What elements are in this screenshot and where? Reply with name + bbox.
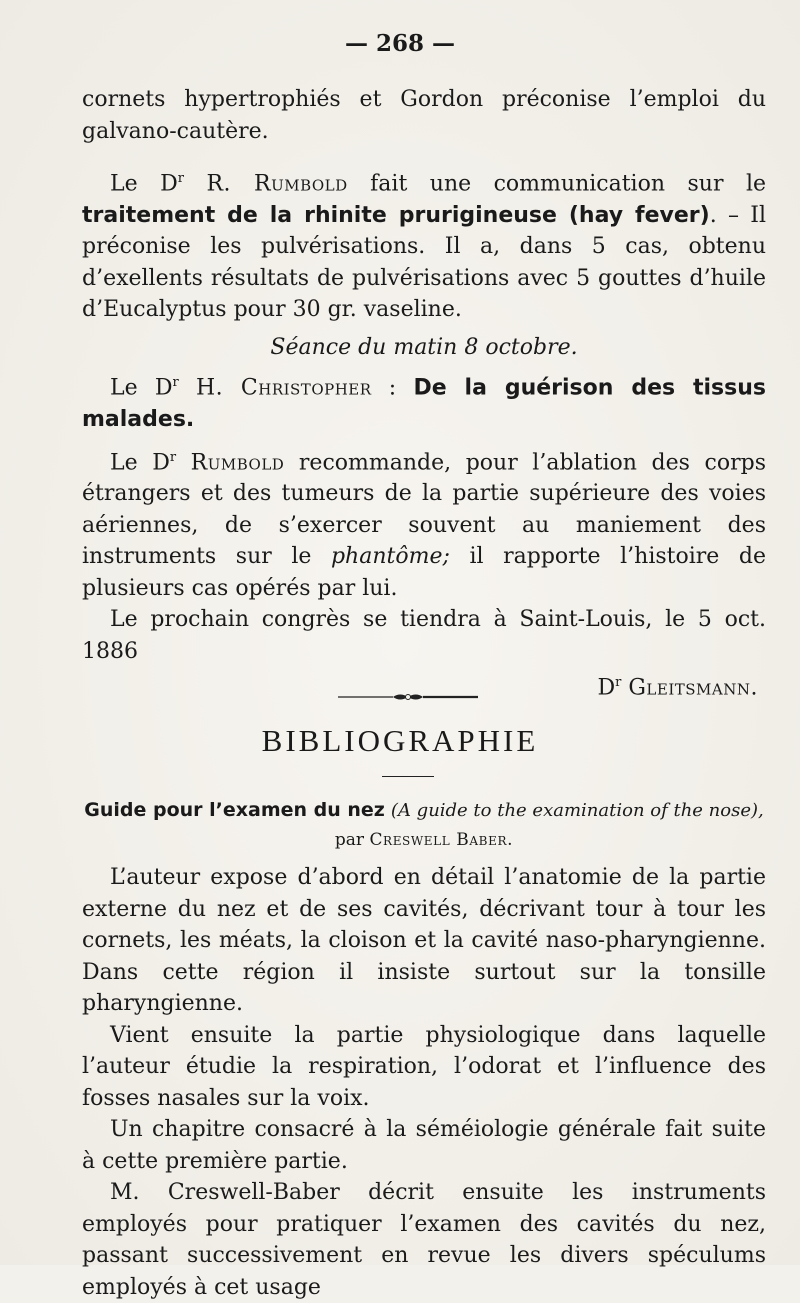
book-author: Creswell Baber. <box>369 830 514 850</box>
signature: $D^r$ Gleitsmann. <box>597 675 758 701</box>
upper-text-block <box>82 84 766 704</box>
paragraph-christopher: Le $D^r$ H. Christopher : De la guérison des tissus malades. <box>82 375 767 433</box>
paragraph-next-congress: Le prochain congrès se tiendra à Saint-Louis, le 5 oct. 1886 <box>82 607 766 664</box>
bold-topic: De la guérison des tissus malades. <box>82 375 767 433</box>
review-paragraph-physiology: Vient ensuite la partie physiologique dans laquelle l’auteur étudie la respiration, l’odorat et l’influence des fosses nasales sur la voix. <box>82 1022 766 1111</box>
ornament-divider-icon <box>338 690 478 704</box>
review-paragraph-instruments: M. Creswell-Baber décrit ensuite les instruments employés pour pratiquer l’examen des cavités du nez, passant successivement en revue les divers spéculums employés à cet usage <box>82 1180 766 1300</box>
bibliography-heading: BIBLIOGRAPHIE <box>261 723 539 758</box>
bold-topic: traitement de la rhinite prurigineuse (hay fever) <box>82 202 710 228</box>
page-number: — 268 — <box>344 30 456 57</box>
book-subtitle: (A guide to the examination of the nose), <box>390 800 764 821</box>
session-heading: Séance du matin 8 octobre. <box>270 334 578 360</box>
review-paragraph-anatomy: L’auteur expose d’abord en détail l’anatomie de la partie externe du nez et de ses cavités, décrivant tour à tour les cornets, les méats, la cloison et la cavité naso-pharyngienne. Dans cette région il insiste surtout sur la tonsille pharyngienne. <box>82 865 766 1016</box>
book-reference: Guide pour l’examen du nez (A guide to the examination of the nose), par Creswell Baber. <box>84 799 764 850</box>
book-title: Guide pour l’examen du nez <box>84 799 385 821</box>
review-paragraph-semeiology: Un chapitre consacré à la séméiologie générale fait suite à cette première partie. <box>82 1117 766 1174</box>
review-text-block <box>82 862 766 1303</box>
heading-rule <box>382 776 434 777</box>
paragraph-cornets: cornets hypertrophiés et Gordon préconise l’emploi du galvano-cautère. <box>82 87 766 144</box>
paragraph-rumbold-hay-fever: Le $D^r$ R. Rumbold fait une communication sur le traitement de la rhinite prurigineuse (hay fever). – Il préconise les pulvérisations. Il a, dans 5 cas, obtenu d’exellents résultats de pulvérisations avec 5 gouttes d’huile d’Eucalyptus pour 30 gr. vaseline. <box>82 171 767 323</box>
paragraph-rumbold-foreign-bodies: Le $D^r$ Rumbold recommande, pour l’ablation des corps étrangers et des tumeurs de la partie supérieure des voies aériennes, de s’exercer souvent au maniement des instruments sur le phantôme; il rapporte l’histoire de plusieurs cas opérés par lui. <box>82 449 766 601</box>
